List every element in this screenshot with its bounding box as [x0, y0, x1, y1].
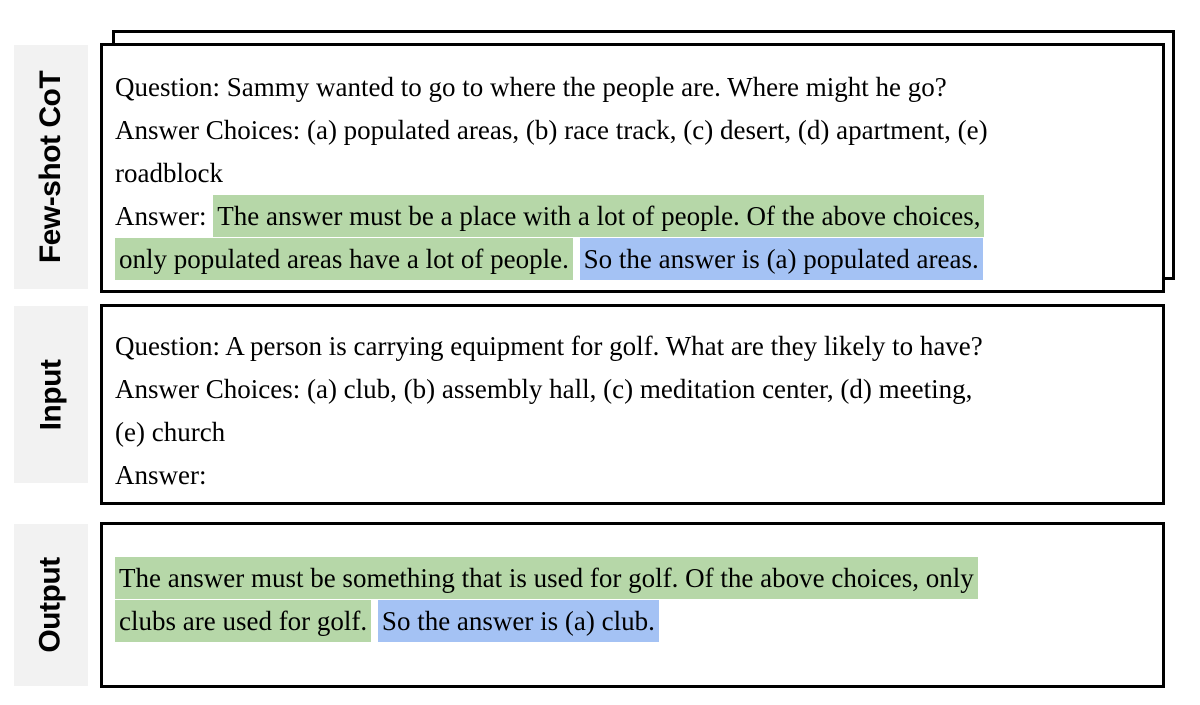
text-line: [115, 195, 1152, 238]
input-text: [115, 325, 1152, 497]
green-highlight-span: The answer must be a place with a lot of people. Of the above choices,: [213, 195, 984, 237]
text-line: [115, 368, 1152, 411]
plain-text-span: Question: A person is carrying equipment for golf. What are they likely to have?: [115, 331, 983, 361]
text-line: [115, 454, 1152, 497]
text-line: [115, 411, 1152, 454]
fewshot-cot-card: [100, 43, 1165, 293]
fewshot-cot-label: Few-shot CoT: [34, 70, 67, 264]
output-label: Output: [34, 557, 68, 653]
output-text: [115, 557, 1152, 643]
text-line: [115, 66, 1152, 109]
plain-text-span: [573, 244, 580, 274]
text-line: [115, 557, 1152, 600]
input-card: [100, 304, 1165, 505]
plain-text-span: [371, 606, 378, 636]
input-label: Input: [34, 359, 67, 430]
input-label-box: [14, 306, 88, 483]
green-highlight-span: The answer must be something that is used for golf. Of the above choices, only: [115, 557, 978, 599]
text-line: [115, 238, 1152, 281]
blue-highlight-span: So the answer is (a) club.: [378, 600, 659, 642]
blue-highlight-span: So the answer is (a) populated areas.: [580, 238, 983, 280]
fewshot-cot-text: [115, 66, 1152, 281]
plain-text-span: Answer Choices: (a) club, (b) assembly hall, (c) meditation center, (d) meeting,: [115, 374, 973, 404]
plain-text-span: (e) church: [115, 417, 226, 447]
output-label-box: [14, 524, 88, 686]
plain-text-span: Question: Sammy wanted to go to where the people are. Where might he go?: [115, 72, 947, 102]
text-line: [115, 109, 1152, 152]
fewshot-cot-label-box: [14, 45, 88, 289]
green-highlight-span: clubs are used for golf.: [115, 600, 371, 642]
plain-text-span: Answer:: [115, 460, 207, 490]
output-card: [100, 522, 1165, 688]
text-line: [115, 152, 1152, 195]
plain-text-span: roadblock: [115, 158, 223, 188]
plain-text-span: Answer:: [115, 201, 214, 231]
plain-text-span: Answer Choices: (a) populated areas, (b) race track, (c) desert, (d) apartment, (e): [115, 115, 988, 145]
text-line: [115, 325, 1152, 368]
text-line: [115, 600, 1152, 643]
green-highlight-span: only populated areas have a lot of people.: [115, 238, 573, 280]
